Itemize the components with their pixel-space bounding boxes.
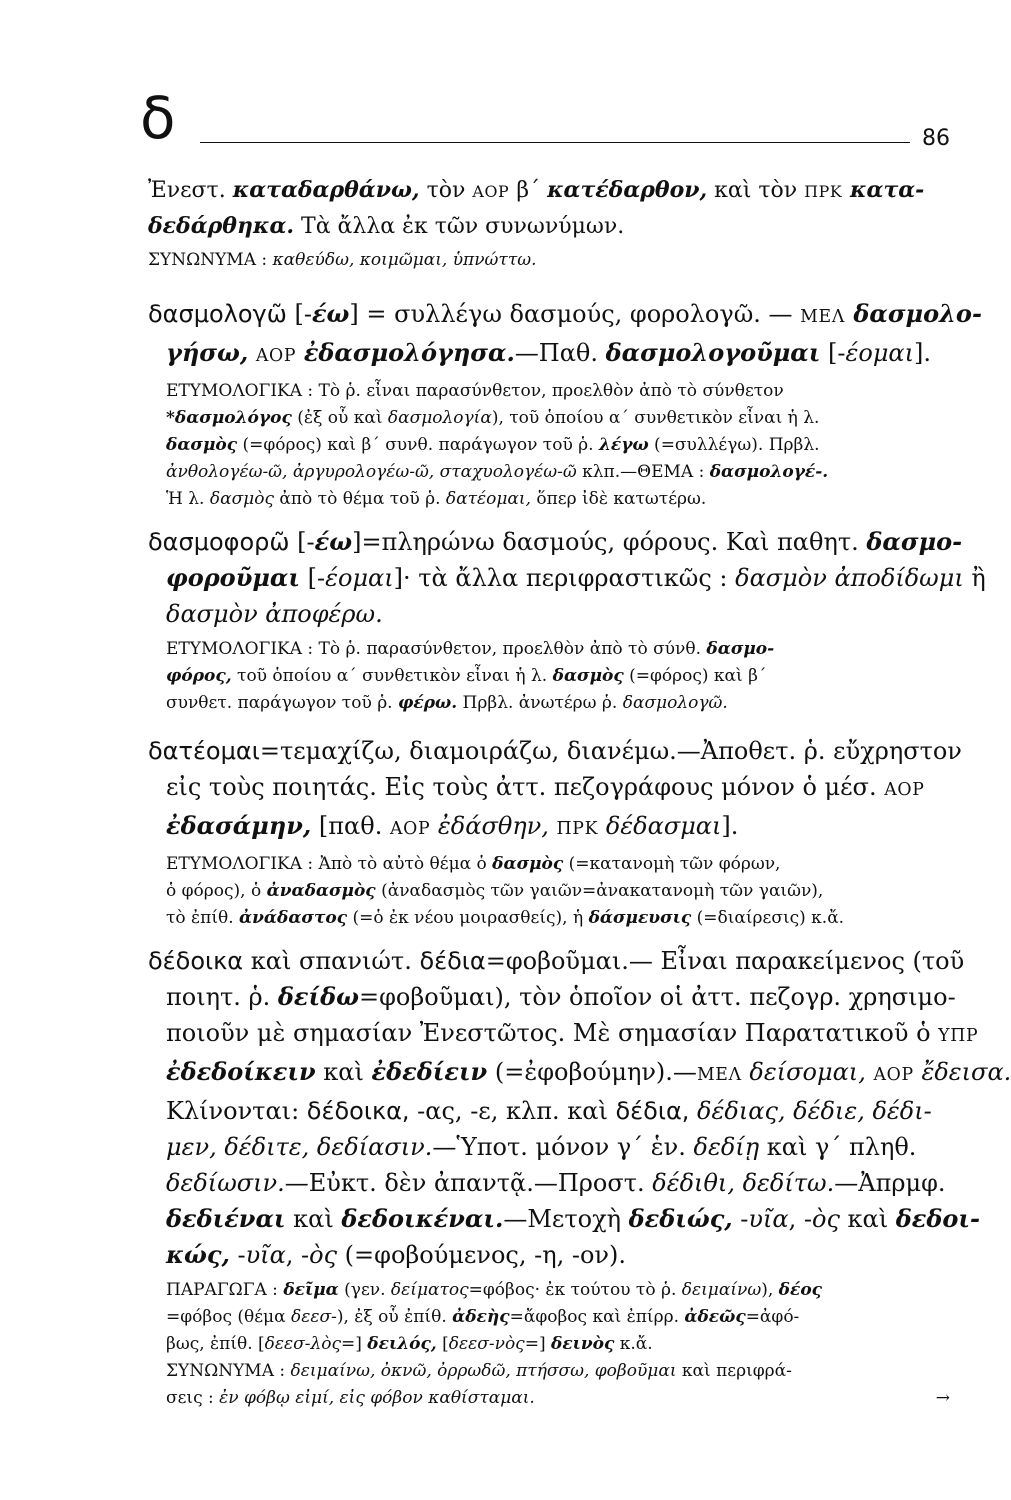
text-line: [166, 1358, 954, 1385]
text: (=φόρος) καὶ β΄: [623, 666, 767, 686]
text-line: ΕΤΥΜΟΛΟΓΙΚΑ : Τὸ ῥ. εἶναι παρασύνθετον, προελθὸν ἀπὸ τὸ σύνθετον: [166, 381, 784, 401]
text: κ.ἄ.: [614, 1334, 653, 1354]
text: (=διαίρεσις) κ.ἄ.: [691, 908, 845, 928]
forms: ἀνθολογέω-ῶ, ἀργυρολογέω-ῶ, σταχυολογέω-ῶ: [166, 462, 577, 482]
text: , -: [788, 1205, 813, 1233]
definition: =φοβοῦμαι.— Εἶναι παρακείμενος (τοῦ: [485, 947, 965, 975]
text: (=κατανομὴ τῶν φόρων,: [563, 854, 781, 874]
text: (=ὁ ἐκ νέου μοιρασθείς), ἡ: [347, 908, 589, 928]
tense-abbr: ΥΠΡ: [938, 1026, 979, 1046]
form: δείματος: [390, 1280, 469, 1300]
form: ὸς: [309, 1241, 338, 1269]
form: δασμο-: [706, 639, 775, 659]
form: ὸς: [812, 1205, 840, 1233]
text-line: [148, 1054, 1011, 1093]
entry-dateomai: [148, 733, 962, 932]
text: σεις :: [166, 1388, 220, 1408]
text: καὶ: [839, 1205, 896, 1233]
tense-abbr: ΑΟΡ: [255, 346, 297, 366]
text: -: [229, 1241, 246, 1269]
text: [689, 1097, 697, 1125]
form: δέδοικα,: [306, 1097, 410, 1125]
form: φέρω.: [398, 693, 458, 713]
text: κλπ.—ΘΕΜΑ :: [576, 462, 710, 482]
tense-abbr: ΠΡΚ: [804, 182, 843, 201]
text: =φόβος· ἐκ τούτου τὸ ῥ.: [468, 1280, 682, 1300]
form: δεεσ-λὸς: [264, 1334, 342, 1354]
text-line: [148, 1093, 954, 1129]
form: δείδω: [277, 982, 359, 1011]
form: δείσομαι,: [749, 1058, 866, 1086]
text: ),: [761, 1280, 779, 1300]
text: Ἡ λ.: [166, 489, 210, 509]
text: , -: [285, 1241, 310, 1269]
form: δεδοικέναι.: [341, 1204, 504, 1233]
text: (=φόρος) καὶ β΄ συνθ. παράγωγον τοῦ ῥ.: [237, 435, 599, 455]
form: ἐδεδοίκειν: [166, 1057, 316, 1086]
etymology-block: [148, 378, 954, 513]
text-line: [148, 808, 954, 847]
headword: δασμολογῶ: [148, 300, 287, 328]
text: [430, 812, 438, 840]
text: =φόβος (θέμα: [166, 1307, 291, 1327]
form: υῖα: [245, 1241, 286, 1269]
continuation-block: [148, 173, 954, 276]
text: καὶ γ΄ πληθ.: [759, 1133, 917, 1161]
synonyms-line: [148, 244, 954, 276]
form: δειμαίνω: [681, 1280, 762, 1300]
form: καταδαρθάνω,: [232, 177, 420, 203]
text: —Μετοχὴ: [503, 1205, 629, 1233]
form: δατέομαι,: [445, 489, 531, 509]
text: =ἄφοβος καὶ ἐπίρρ.: [509, 1307, 685, 1327]
tense-abbr: ΑΟΡ: [873, 1065, 914, 1085]
text-line: δασμὸν ἀποφέρω.: [166, 600, 383, 628]
form: έω: [314, 527, 353, 556]
text: [-: [286, 300, 312, 328]
form: *δασμολόγος: [166, 408, 292, 428]
text: καὶ τὸν: [707, 178, 805, 203]
synonyms: δειμαίνω, ὀκνῶ, ὀρρωδῶ, πτήσσω, φοβοῦμαι: [290, 1361, 677, 1381]
text-line: [148, 979, 954, 1015]
text: [296, 339, 304, 367]
text: [-: [820, 339, 846, 367]
text-line: [148, 1129, 954, 1165]
form: κατα-: [842, 177, 925, 203]
tense-abbr: ΜΕΛ: [696, 1065, 742, 1085]
text: ]· τὰ ἄλλα περιφραστικῶς :: [393, 564, 736, 592]
text: =ἀφό-: [745, 1307, 800, 1327]
text: βως, ἐπίθ. [: [166, 1334, 265, 1354]
text-line: [166, 1277, 954, 1304]
definition: ]=πληρώνω δασμούς, φόρους. Καὶ παθητ.: [352, 528, 867, 556]
label: ΣΥΝΩΝΥΜΑ :: [166, 1361, 291, 1381]
definition: =τεμαχίζω, διαμοιράζω, διανέμω.—Ἀποθετ. ῥ. εὔχρηστον: [259, 737, 962, 765]
form: δεεσ-: [290, 1307, 337, 1327]
headword: δατέομαι: [148, 737, 260, 765]
text-line: [148, 769, 954, 808]
form: δασμο-: [866, 527, 963, 556]
form: δασμὸς: [492, 854, 564, 874]
text: β΄: [509, 178, 548, 203]
form: δασμολογία: [387, 408, 492, 428]
form: δεεσ-νὸς: [448, 1334, 525, 1354]
text: ΕΤΥΜΟΛΟΓΙΚΑ : Τὸ ῥ. παρασύνθετον, προελθὸν ἀπὸ τὸ σύνθ.: [166, 639, 707, 659]
form: υῖα: [748, 1205, 789, 1233]
form: δασμὸς: [166, 435, 238, 455]
text: ΕΤΥΜΟΛΟΓΙΚΑ : Ἀπὸ τὸ αὐτὸ θέμα ὁ: [166, 854, 493, 874]
text: (=ἐφοβούμην).—: [487, 1058, 697, 1086]
text: καὶ: [315, 1058, 372, 1086]
text: καὶ περιφρά-: [676, 1361, 792, 1381]
tense-abbr: ΑΟΡ: [884, 780, 925, 800]
text-line: [166, 851, 954, 878]
tense-abbr: ΠΡΚ: [556, 819, 599, 839]
text-line: [148, 1015, 979, 1054]
text: τὸ ἐπίθ.: [166, 908, 240, 928]
text: τὸν: [419, 178, 473, 203]
text: [: [436, 1334, 449, 1354]
text-line: [166, 459, 954, 486]
form: ἀνάδαστος: [239, 908, 348, 928]
form: δέδια,: [615, 1097, 690, 1125]
form: δέος: [778, 1280, 823, 1300]
text: τοῦ ὁποίου α΄ συνθετικὸν εἶναι ἡ λ.: [231, 666, 553, 686]
text-line: [166, 690, 954, 717]
form: ἐδασάμην,: [166, 811, 312, 840]
form: δασμὸς: [552, 666, 624, 686]
text-line: [166, 486, 954, 513]
form: ἔδεισα.: [921, 1058, 1011, 1086]
form: ἀναδασμὸς: [266, 881, 376, 901]
text: ποιοῦν μὲ σημασίαν Ἐνεστῶτος. Μὲ σημασίαν Παρατατικοῦ ὁ: [166, 1019, 939, 1047]
text-line: [148, 560, 986, 596]
derivatives-block: [148, 1277, 954, 1412]
form: δασμολογέ-.: [709, 462, 829, 482]
text-line: [166, 432, 954, 459]
text: ὅπερ ἰδὲ κατωτέρω.: [530, 489, 707, 509]
text: —Ἀπρμφ.: [834, 1169, 946, 1197]
text: —Εὐκτ. δὲν ἀπαντᾷ.—Προστ.: [284, 1169, 653, 1197]
text-line: [148, 173, 954, 209]
tense-abbr: ΑΟΡ: [389, 819, 431, 839]
tense-abbr: ΜΕΛ: [800, 307, 845, 327]
text: Κλίνονται:: [166, 1097, 307, 1125]
text: [549, 812, 557, 840]
form: δεινὸς: [550, 1334, 615, 1354]
text: Τὰ ἄλλα ἐκ τῶν συνωνύμων.: [294, 214, 625, 239]
form: δεδίῃ: [693, 1133, 760, 1161]
entry-headline: [148, 943, 965, 979]
text-line: [166, 905, 954, 932]
form: δέδασμαι: [605, 812, 722, 840]
etymology-block: [148, 851, 954, 932]
text: καὶ: [285, 1205, 342, 1233]
continue-arrow-icon: →: [935, 1388, 950, 1408]
text: -ας, -ε, κλπ. καὶ: [409, 1097, 616, 1125]
text: =φοβοῦμαι), τὸν ὁποῖον οἱ ἀττ. πεζογρ. χρησιμο-: [359, 983, 956, 1011]
form: δεδίωσιν.: [166, 1169, 285, 1197]
text: καὶ σπανιώτ.: [243, 947, 420, 975]
form: κατέδαρθον,: [547, 177, 708, 203]
text: (γεν.: [338, 1280, 391, 1300]
headword: δέδοικα: [148, 947, 244, 975]
form: δασμολογοῦμαι: [605, 338, 821, 367]
text: Πρβλ. ἀνωτέρω ῥ.: [457, 693, 623, 713]
text: Ἐνεστ.: [148, 178, 233, 203]
etymology-block: [148, 636, 954, 717]
text-line: [148, 209, 954, 244]
definition: ] = συλλέγω δασμούς, φορολογῶ. —: [349, 300, 801, 328]
form: έομαι: [845, 339, 915, 367]
form: δασμὸν ἀποδίδωμι: [735, 564, 964, 592]
text: συνθετ. παράγωγον τοῦ ῥ.: [166, 693, 398, 713]
text-line: [148, 335, 954, 374]
text-line: [166, 405, 954, 432]
form: λέγω: [598, 435, 649, 455]
form: γήσω,: [166, 338, 249, 367]
text: -: [732, 1205, 749, 1233]
form: δειλός,: [367, 1334, 437, 1354]
phrases: ἐν φόβῳ εἰμί, εἰς φόβον καθίσταμαι.: [219, 1388, 535, 1408]
text: εἰς τοὺς ποιητάς. Εἰς τοὺς ἀττ. πεζογράφους μόνον ὁ μέσ.: [166, 773, 885, 801]
text-line: [166, 636, 954, 663]
forms: δέδιας, δέδιε, δέδι-: [697, 1097, 932, 1125]
text: (=συλλέγω). Πρβλ.: [648, 435, 820, 455]
entry-headline: [148, 524, 963, 560]
section-letter: δ: [140, 84, 176, 152]
label: ΠΑΡΑΓΩΓΑ :: [166, 1280, 284, 1300]
text-line: [166, 878, 954, 905]
form: έω: [311, 299, 350, 328]
entry-headline: [148, 733, 962, 769]
forms: μεν, δέδιτε, δεδίασιν.: [166, 1133, 433, 1161]
form: δεδάρθηκα.: [148, 213, 295, 239]
form: δεδιέναι: [166, 1204, 286, 1233]
form: δασμὸς: [209, 489, 274, 509]
text: ].: [721, 812, 739, 840]
page-number: 86: [922, 126, 950, 151]
text: [-: [289, 528, 315, 556]
text: —Ὑποτ. μόνον γ΄ ἑν.: [432, 1133, 694, 1161]
text: ἢ: [963, 564, 986, 592]
header-rule: [200, 142, 910, 143]
form: δεῖμα: [283, 1280, 339, 1300]
form: κώς,: [166, 1240, 230, 1269]
entry-headline: [148, 296, 982, 335]
text-line: [166, 1331, 954, 1358]
entry-dasmoforo: [148, 524, 986, 717]
form: δασμολο-: [845, 299, 982, 328]
form: ἐδεδίειν: [371, 1057, 488, 1086]
headword: δέδια: [419, 947, 486, 975]
text: ), ἐξ οὗ ἐπίθ.: [336, 1307, 453, 1327]
text: —Παθ.: [514, 339, 606, 367]
text: ὁ φόρος), ὁ: [166, 881, 267, 901]
text: =]: [524, 1334, 551, 1354]
text-line: [148, 1165, 954, 1201]
text-line: [166, 1304, 954, 1331]
text: [598, 812, 606, 840]
label: ΣΥΝΩΝΥΜΑ :: [148, 250, 273, 270]
text-line: [148, 1237, 954, 1273]
text: =]: [341, 1334, 368, 1354]
form: ἐδασμολόγησα.: [303, 338, 515, 367]
form: δεδιώς,: [628, 1204, 733, 1233]
text: (=φοβούμενος, -η, -ον).: [337, 1241, 626, 1269]
form: δασμολογῶ.: [622, 693, 728, 713]
form: φόρος,: [166, 666, 232, 686]
headword: δασμοφορῶ: [148, 528, 290, 556]
text: [-: [300, 564, 326, 592]
text: ), τοῦ ὁποίου α΄ συνθετικὸν εἶναι ἡ λ.: [491, 408, 820, 428]
form: δεδοι-: [895, 1204, 980, 1233]
text: [παθ.: [311, 812, 390, 840]
text: (ἐξ οὗ καὶ: [291, 408, 388, 428]
text: [248, 339, 256, 367]
text: (ἀναδασμὸς τῶν γαιῶν=ἀνακατανομὴ τῶν γαιῶν),: [375, 881, 824, 901]
text: ἀπὸ τὸ θέμα τοῦ ῥ.: [273, 489, 446, 509]
entry-dedoika: [148, 943, 1011, 1412]
form: φοροῦμαι: [166, 563, 300, 592]
form: ἀδεῶς: [684, 1307, 746, 1327]
text: ποιητ. ῥ.: [166, 983, 278, 1011]
forms: δέδιθι, δεδίτω.: [652, 1169, 835, 1197]
form: δάσμευσις: [588, 908, 692, 928]
text: ].: [914, 339, 932, 367]
text-line: [148, 1201, 980, 1237]
text-line: [166, 1385, 954, 1412]
synonyms: καθεύδω, κοιμῶμαι, ὑπνώττω.: [272, 250, 537, 270]
form: ἐδάσθην,: [437, 812, 549, 840]
text-line: [166, 663, 954, 690]
entry-dasmologo: [148, 296, 982, 513]
form: έομαι: [325, 564, 394, 592]
form: ἀδεὴς: [452, 1307, 510, 1327]
tense-abbr: ΑΟΡ: [472, 182, 510, 201]
